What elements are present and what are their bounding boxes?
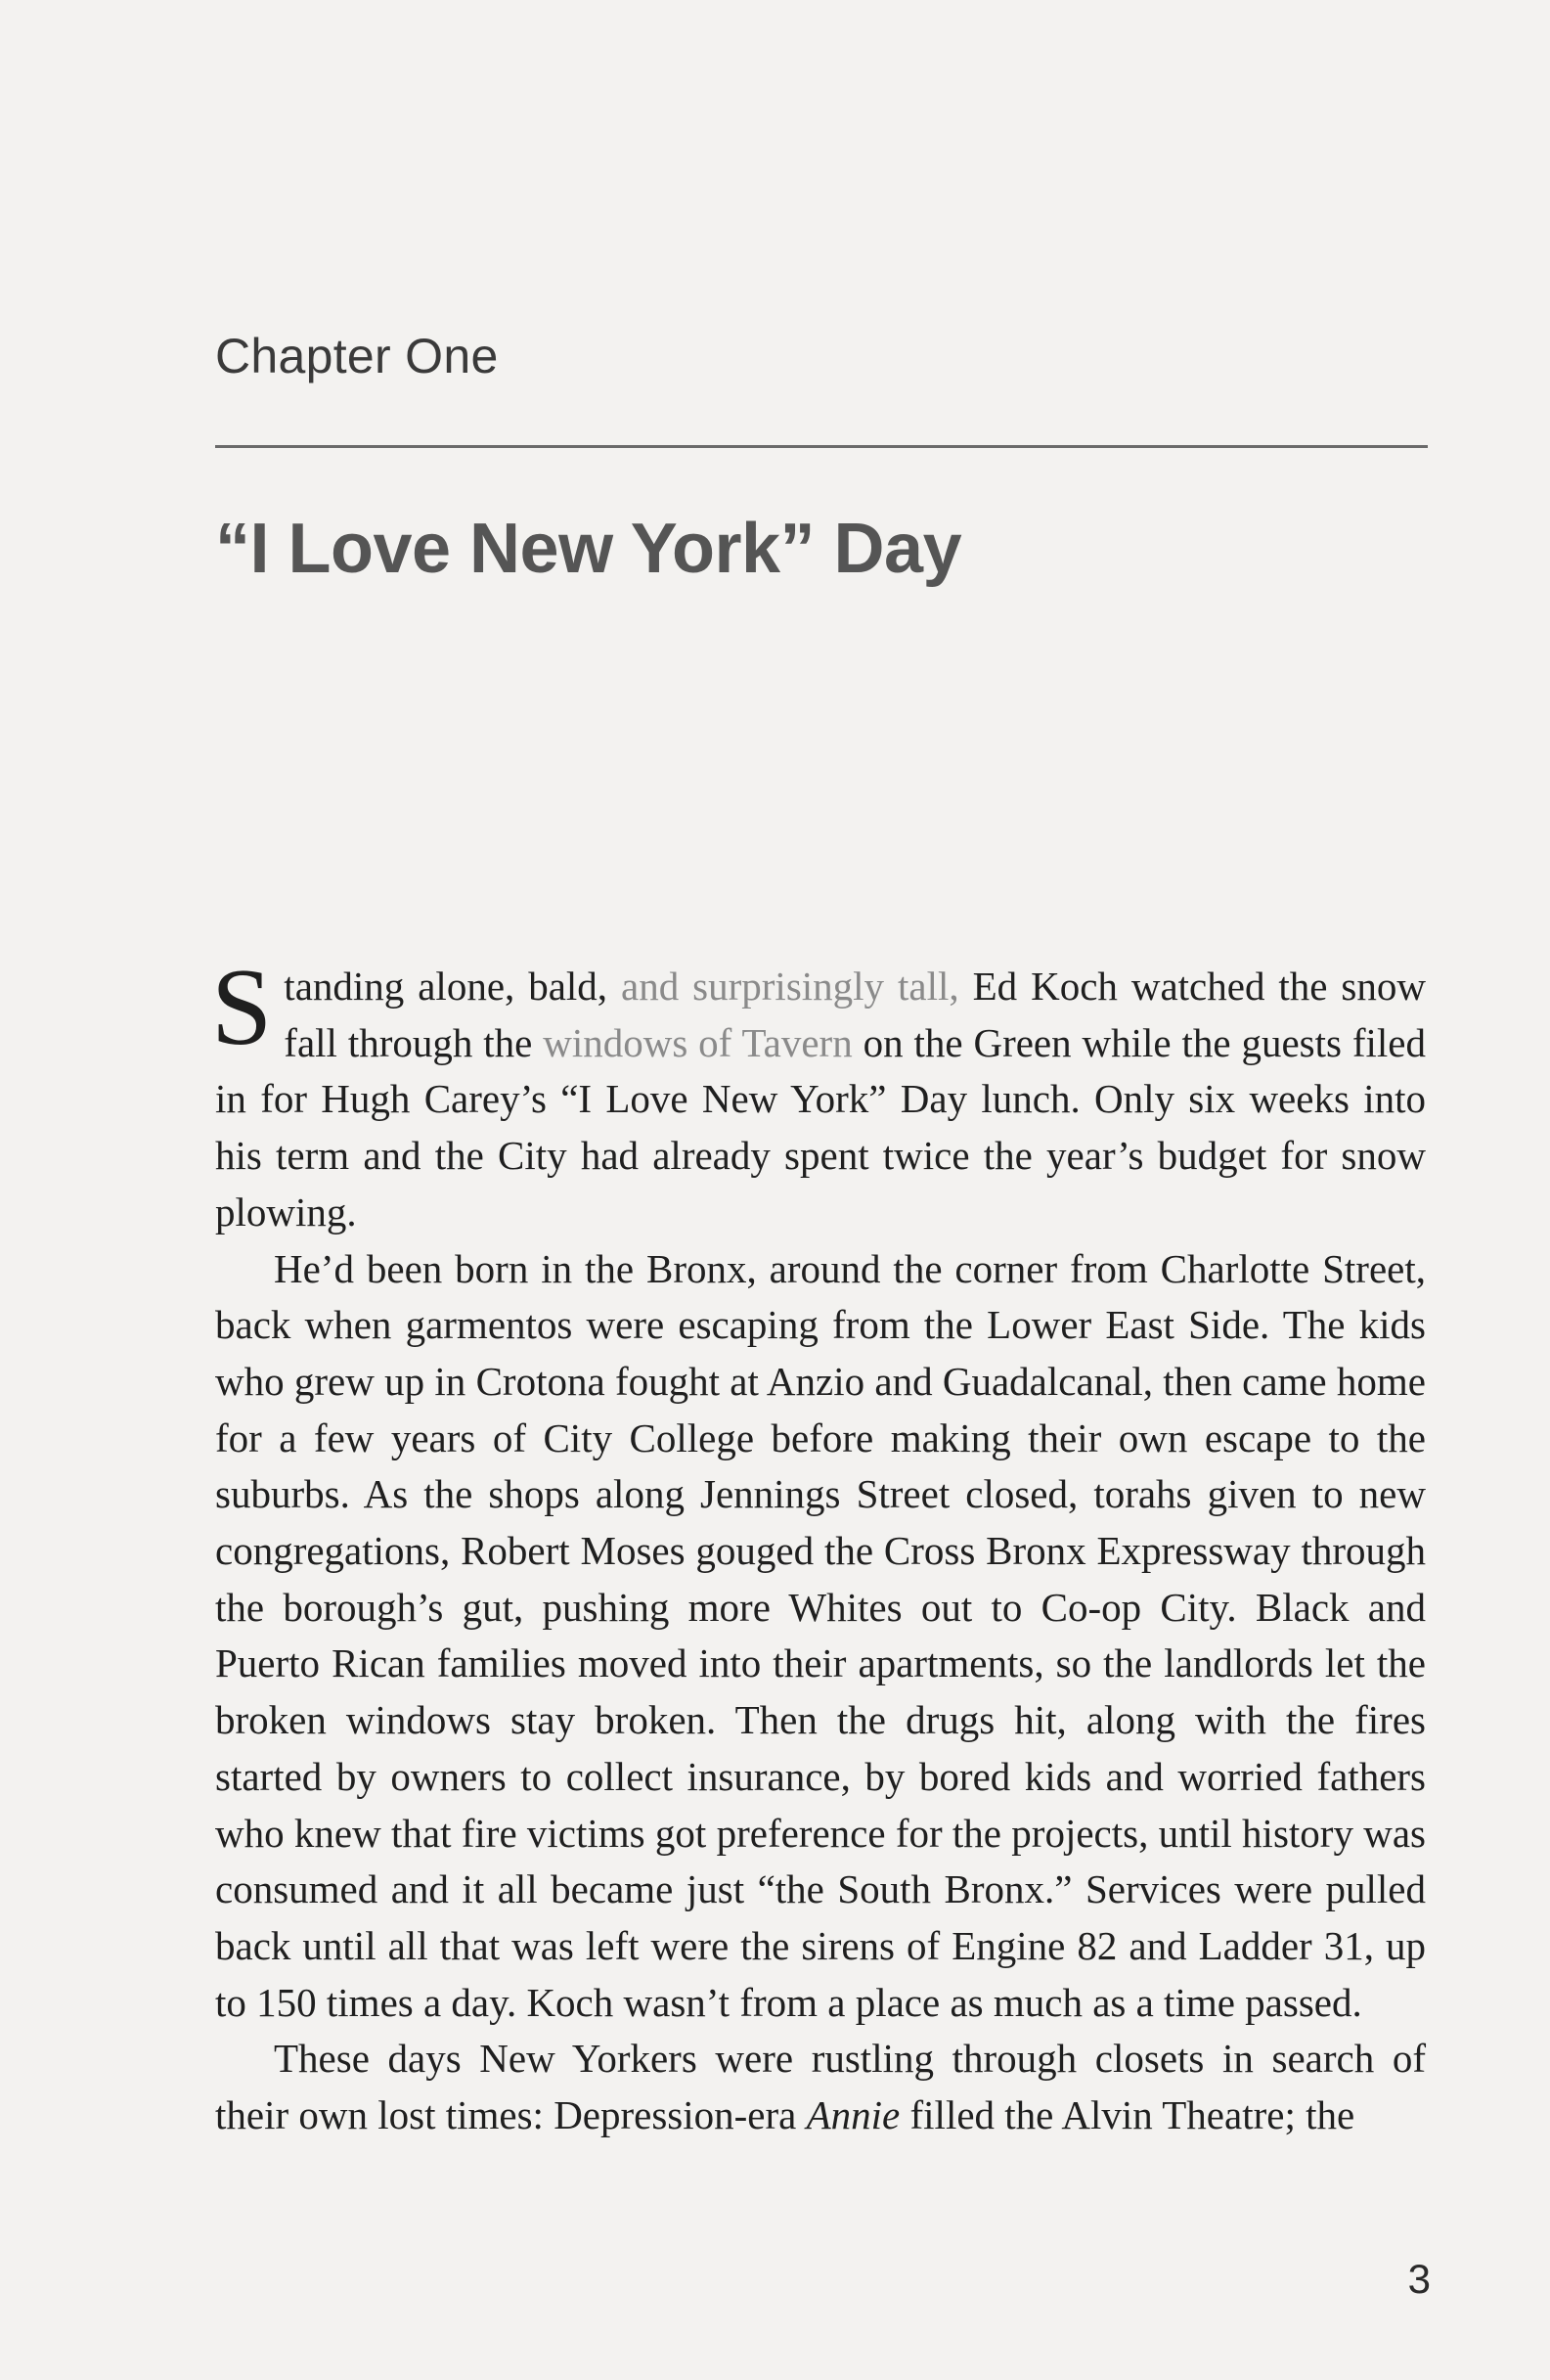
drop-cap: S [211,947,273,1068]
paragraph-2: He’d been born in the Bronx, around the corner from Charlotte Street, back when garmentos were escaping from the Lower East Side. The kids who grew up in Crotona fought at Anzio and Guadalcanal, then came home for a few years of City College before making their own escape to the suburbs. As the shops along Jennings Street closed, torahs given to new congregations, Robert Moses gouged the Cross Bronx Expressway through the borough’s gut, pushing more Whites out to Co-op City. Black and Puerto Rican families moved into their apartments, so the landlords let the broken windows stay broken. Then the drugs hit, along with the fires started by owners to collect insurance, by bored kids and worried fathers who knew that fire victims got preference for the projects, until history was consumed and it all became just “the South Bronx.” Services were pulled back until all that was left were the sirens of Engine 82 and Ladder 31, up to 150 times a day. Koch wasn’t from a place as much as a time passed. [215,1245,1426,2025]
paragraph-1-text-a: tanding alone, bald, [284,964,622,1009]
paragraph-3-text-a: These days New Yorkers were rustling through closets in search of their own lost times: Depression-era [215,2036,1426,2138]
paragraph-3-text-b: filled the Alvin Theatre; the [900,2092,1355,2138]
chapter-title: “I Love New York” Day [215,510,962,588]
paragraph-1-text-b: Ed Koch watched the snow fall through the [284,964,1426,1065]
paragraph-3 [215,2031,1426,2143]
paragraph-3-italic-title: Annie [806,2092,901,2138]
paragraph-1-text-c: on the Green while the guests filed in for Hugh Carey’s “I Love New York” Day lunch. Only six weeks into his term and the City had already spent twice the year’s budget for snow plowing. [215,1019,1426,1235]
chapter-label: Chapter One [215,329,499,383]
page-number: 3 [1407,2256,1431,2302]
paragraph-1-faded-b: windows of Tavern [543,1019,853,1065]
paragraph-1 [211,947,1426,1241]
paragraph-1-faded-a: and surprisingly tall, [621,964,959,1009]
chapter-body [211,947,1426,2144]
chapter-divider [215,445,1428,448]
